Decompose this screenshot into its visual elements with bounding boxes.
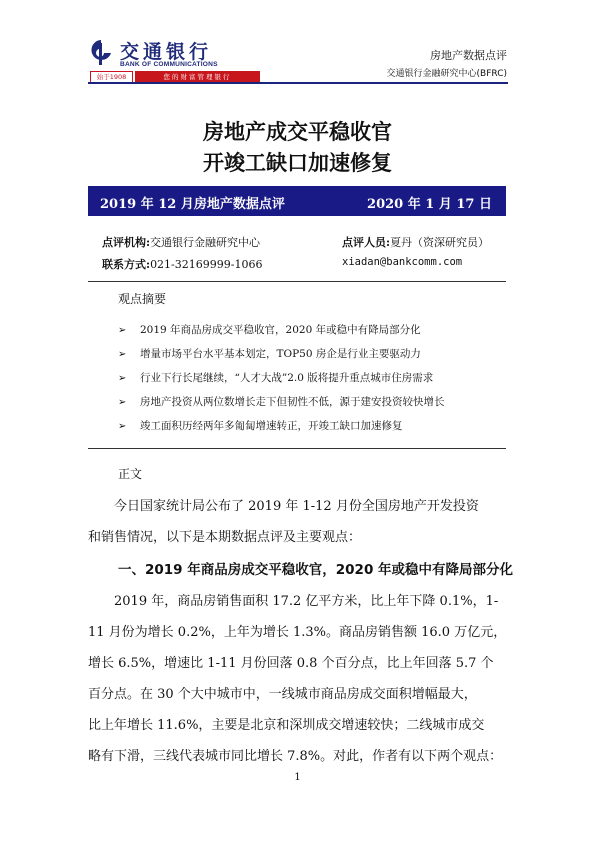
arrow-bullet-icon: ➢ — [118, 397, 127, 408]
arrow-bullet-icon: ➢ — [118, 373, 127, 384]
summary-heading: 观点摘要 — [118, 292, 167, 306]
bank-logo — [90, 36, 260, 82]
bank-name-en: BANK OF COMMUNICATIONS — [120, 61, 218, 68]
summary-item: ➢ 房地产投资从两位数增长走下但韧性不低，源于建安投资较快增长 — [118, 396, 445, 408]
info-org-value: 交通银行金融研究中心 — [150, 236, 261, 249]
info-email-link[interactable]: xiadan@bankcomm.com — [342, 256, 463, 268]
arrow-bullet-icon: ➢ — [118, 421, 127, 432]
summary-top-divider — [88, 281, 506, 282]
section-1-paragraph — [88, 586, 508, 772]
paragraph-line: 今日国家统计局公布了 2019 年 1-12 月份全国房地产开发投资 — [114, 499, 479, 514]
info-contact — [102, 256, 262, 272]
report-title-line2: 开竣工缺口加速修复 — [203, 151, 392, 175]
info-contact-label: 联系方式: — [102, 258, 151, 271]
info-reviewer-label: 点评人员: — [342, 236, 391, 249]
info-org — [102, 234, 260, 250]
paragraph-line: 11 月份为增长 0.2%，上年为增长 1.3%。商品房销售额 16.0 万亿元， — [88, 625, 507, 640]
info-reviewer — [342, 234, 489, 250]
paragraph-line: 百分点。在 30 个大中城市中，一线城市商品房成交面积增幅最大， — [88, 687, 477, 702]
banner-report-name: 2019 年 12 月房地产数据点评 — [100, 197, 285, 212]
header-divider — [88, 82, 508, 84]
paragraph-line: 略有下滑，三线代表城市同比增长 7.8%。对此，作者有以下两个观点： — [88, 749, 503, 764]
summary-item: ➢ 竣工面积历经两年多匍匐增速转正，开竣工缺口加速修复 — [118, 420, 403, 432]
arrow-bullet-icon: ➢ — [118, 325, 127, 336]
summary-item: ➢ 增量市场平台水平基本划定，TOP50 房企是行业主要驱动力 — [118, 348, 421, 360]
paragraph-line: 比上年增长 11.6%，主要是北京和深圳成交增速较快；二线城市成交 — [88, 718, 485, 733]
paragraph-line: 增长 6.5%，增速比 1-11 月份回落 0.8 个百分点，比上年回落 5.7 个 — [88, 656, 494, 671]
report-title-line1: 房地产成交平稳收官 — [203, 120, 392, 144]
bank-name-cn: 交通银行 — [120, 41, 213, 63]
report-type: 房地产数据点评 — [430, 49, 507, 62]
slogan-badge: 您的财富管理银行 — [135, 71, 260, 83]
summary-item: ➢ 行业下行长尾继续，“人才大战”2.0 版将提升重点城市住房需求 — [118, 372, 434, 384]
info-org-label: 点评机构: — [102, 236, 151, 249]
report-banner — [88, 186, 506, 216]
institute-name: 交通银行金融研究中心(BFRC) — [386, 69, 507, 79]
intro-paragraph — [88, 491, 508, 553]
bank-logo-icon — [90, 39, 112, 67]
summary-bottom-divider — [88, 448, 506, 449]
info-reviewer-value: 夏丹（资深研究员） — [390, 236, 490, 249]
paragraph-line: 和销售情况，以下是本期数据点评及主要观点： — [88, 530, 362, 545]
section-1-title: 一、2019 年商品房成交平稳收官，2020 年或稳中有降局部分化 — [118, 562, 514, 578]
banner-date: 2020 年 1 月 17 日 — [367, 197, 492, 212]
paragraph-line: 2019 年，商品房销售面积 17.2 亿平方米，比上年下降 0.1%，1- — [114, 594, 499, 609]
page-number: 1 — [294, 772, 301, 783]
info-contact-value: 021-32169999-1066 — [150, 258, 263, 271]
body-heading: 正文 — [118, 467, 143, 481]
summary-item: ➢ 2019 年商品房成交平稳收官，2020 年或稳中有降局部分化 — [118, 324, 421, 336]
since-badge: 始于1908 — [90, 71, 133, 83]
arrow-bullet-icon: ➢ — [118, 349, 127, 360]
